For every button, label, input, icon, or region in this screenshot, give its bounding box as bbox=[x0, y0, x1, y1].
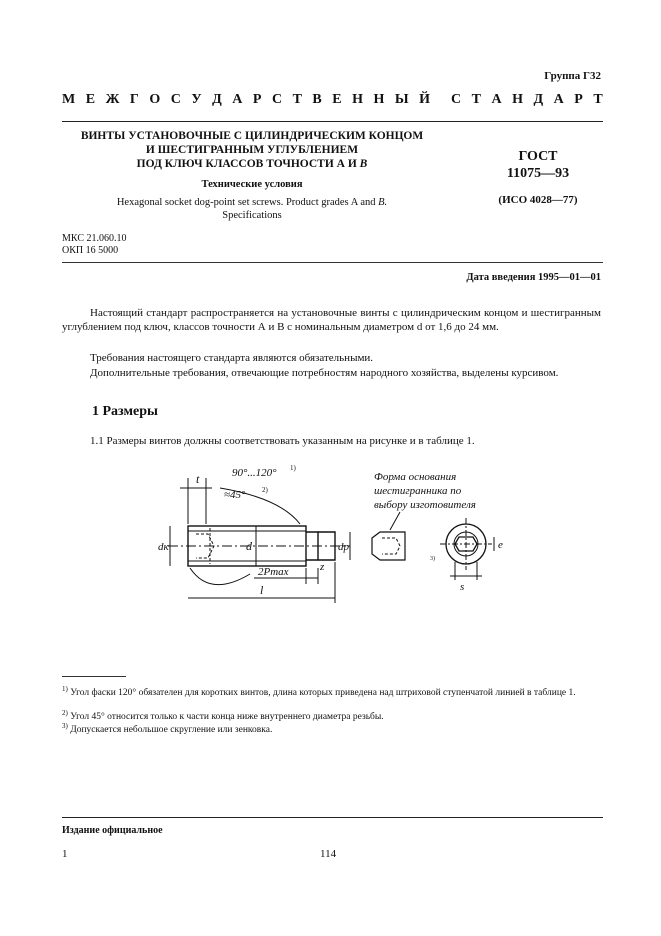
note-line: Форма основания bbox=[374, 471, 457, 483]
okp-code: ОКП 16 5000 bbox=[62, 245, 119, 256]
english-class-b: B. bbox=[378, 197, 388, 208]
banner-letter: Е bbox=[85, 92, 96, 107]
angle-footnote: 1) bbox=[290, 464, 296, 472]
edition-label: Издание официальное bbox=[62, 825, 163, 836]
left-number: 1 bbox=[62, 848, 68, 860]
banner-letter: А bbox=[491, 92, 502, 107]
footnote-mark: 3) bbox=[62, 722, 68, 730]
classification-codes bbox=[62, 233, 126, 257]
banner-letter: Р bbox=[574, 92, 583, 107]
english-line: Specifications bbox=[222, 210, 282, 221]
banner-letter: Е bbox=[332, 92, 342, 107]
english-text: Hexagonal socket dog-point set screws. Product grades A and bbox=[116, 197, 379, 208]
gost-number: 11075—93 bbox=[506, 166, 570, 181]
banner-letter: Г bbox=[129, 92, 139, 107]
angle45-footnote: 2) bbox=[262, 486, 268, 494]
chamfer-arc bbox=[190, 568, 250, 585]
banner-letter: Т bbox=[593, 92, 603, 107]
footnote-mark: 1) bbox=[62, 685, 68, 693]
paragraph-dimensions: 1.1 Размеры винтов должны соответствовать указанным на рисунке и в таблице 1. bbox=[90, 435, 475, 447]
banner-letter: Т bbox=[471, 92, 481, 107]
footnote-1 bbox=[62, 683, 601, 699]
banner-letter: Ж bbox=[105, 92, 120, 107]
dim-z: z bbox=[320, 561, 325, 573]
banner-letter: Й bbox=[419, 92, 431, 107]
title-text: ПОД КЛЮЧ КЛАССОВ ТОЧНОСТИ А И bbox=[136, 158, 360, 170]
dim-2pmax: 2Pmax bbox=[258, 566, 289, 578]
note-line: выбору изготовителя bbox=[374, 499, 476, 511]
detail-socket bbox=[382, 538, 400, 554]
banner-letter: О bbox=[149, 92, 161, 107]
dim-dk: dк bbox=[158, 541, 169, 553]
dim-d: d bbox=[246, 539, 252, 553]
note-leader bbox=[390, 512, 400, 530]
document-title bbox=[62, 129, 442, 171]
bottom-rule bbox=[62, 817, 603, 818]
mks-code: МКС 21.060.10 bbox=[62, 233, 127, 244]
angle-label: 90°...120° bbox=[232, 467, 277, 479]
banner-letter: С bbox=[170, 92, 181, 107]
banner-letter: А bbox=[232, 92, 243, 107]
section-heading: 1 Размеры bbox=[92, 404, 158, 419]
iso-reference: (ИСО 4028—77) bbox=[498, 194, 578, 206]
dim-l: l bbox=[260, 583, 264, 597]
banner-letter: В bbox=[312, 92, 322, 107]
dim-s: s bbox=[460, 581, 465, 593]
footnote-mark: 2) bbox=[62, 709, 68, 717]
note-line: шестигранника по bbox=[374, 485, 462, 497]
dim-dp: dp bbox=[338, 541, 349, 553]
paragraph-additional: Дополнительные требования, отвечающие потребностям народного хозяйства, выделены курсивом. bbox=[90, 367, 559, 379]
middle-rule bbox=[62, 262, 603, 263]
title-class-b: В bbox=[359, 158, 368, 170]
title-line: И ШЕСТИГРАННЫМ УГЛУБЛЕНИЕМ bbox=[145, 144, 359, 156]
banner-letter: Т bbox=[292, 92, 302, 107]
english-line bbox=[62, 196, 442, 209]
banner-letter: Н bbox=[352, 92, 363, 107]
banner-letter: М bbox=[62, 92, 76, 107]
angle45-label: ≈45° bbox=[224, 489, 246, 501]
english-title bbox=[62, 196, 442, 222]
group-code: Группа Г32 bbox=[544, 70, 601, 82]
banner-letter: С bbox=[451, 92, 462, 107]
footnote-text: Допускается небольшое скругление или зенковка. bbox=[67, 725, 273, 736]
dim-t: t bbox=[196, 472, 200, 486]
gost-designation bbox=[478, 148, 598, 182]
screw-drawing bbox=[160, 458, 520, 608]
footnote-text: Угол 45° относится только к части конца ниже внутреннего диаметра резьбы. bbox=[67, 712, 384, 723]
banner-letter: А bbox=[553, 92, 564, 107]
banner-letter: Д bbox=[212, 92, 222, 107]
footnote-text: Угол фаски 120° обязателен для коротких винтов, длина которых приведена над штриховой ступенчатой линией в таблице 1. bbox=[67, 688, 576, 699]
dim-e: e bbox=[498, 539, 503, 551]
effective-date: Дата введения 1995—01—01 bbox=[466, 272, 601, 283]
paragraph-scope: Настоящий стандарт распространяется на установочные винты с цилиндрическим концом и шестигранным углублением под ключ, классов точности А и В с номинальным диаметром d от 1,6 до 24 мм. bbox=[62, 307, 601, 333]
standard-banner bbox=[62, 92, 603, 108]
subtitle: Технические условия bbox=[201, 179, 303, 190]
top-rule bbox=[62, 121, 603, 122]
banner-letter: Р bbox=[252, 92, 262, 107]
paragraph-mandatory: Требования настоящего стандарта являются обязательными. bbox=[90, 352, 374, 364]
banner-letter: Ы bbox=[394, 92, 409, 107]
banner-letter: Д bbox=[533, 92, 544, 107]
banner-letter: Н bbox=[512, 92, 524, 107]
title-line bbox=[62, 157, 442, 171]
page-number: 114 bbox=[320, 848, 337, 860]
banner-letter: У bbox=[191, 92, 202, 107]
banner-letter: С bbox=[271, 92, 283, 107]
detail-footnote: 3) bbox=[430, 556, 435, 562]
gost-label: ГОСТ bbox=[518, 149, 558, 164]
footnote-3 bbox=[62, 720, 601, 736]
footnote-rule bbox=[62, 676, 126, 677]
banner-letter: Н bbox=[373, 92, 385, 107]
title-line: ВИНТЫ УСТАНОВОЧНЫЕ С ЦИЛИНДРИЧЕСКИМ КОНЦОМ bbox=[80, 130, 424, 142]
